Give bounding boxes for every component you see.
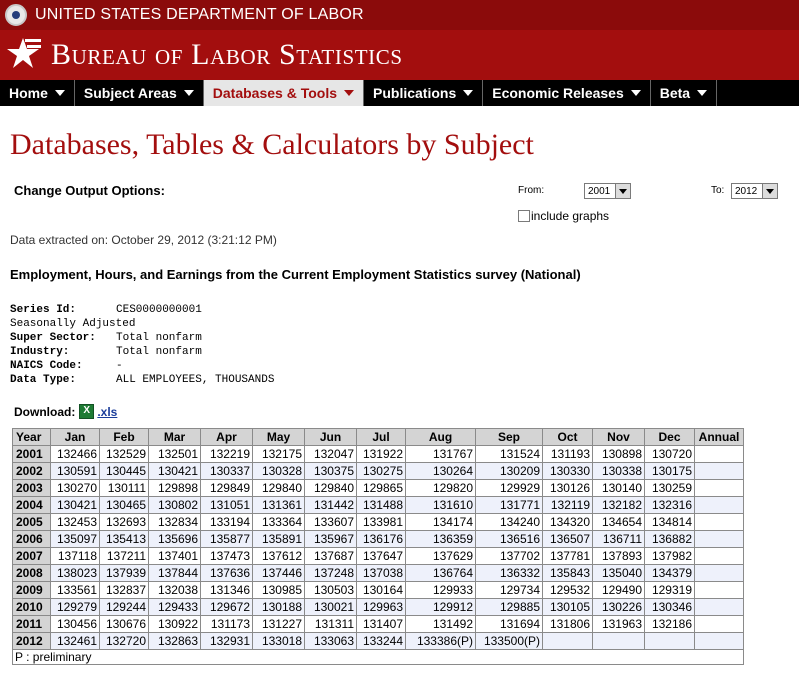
column-header-jun: Jun bbox=[305, 429, 357, 446]
table-cell: 130720 bbox=[645, 446, 695, 463]
table-cell: 135040 bbox=[593, 565, 645, 582]
table-cell bbox=[695, 514, 744, 531]
table-cell: 129490 bbox=[593, 582, 645, 599]
include-graphs-option bbox=[518, 209, 609, 223]
table-cell: 129319 bbox=[645, 582, 695, 599]
table-cell: 130456 bbox=[51, 616, 100, 633]
table-cell: 136176 bbox=[357, 531, 406, 548]
table-cell: 137982 bbox=[645, 548, 695, 565]
table-cell: 131488 bbox=[357, 497, 406, 514]
table-cell: 130209 bbox=[476, 463, 543, 480]
table-cell: 133018 bbox=[253, 633, 305, 650]
table-cell: 131407 bbox=[357, 616, 406, 633]
nav-databases-tools[interactable] bbox=[204, 80, 364, 106]
table-cell: 130898 bbox=[593, 446, 645, 463]
table-cell: 134814 bbox=[645, 514, 695, 531]
industry-label: Industry: bbox=[10, 346, 70, 358]
include-graphs-label: include graphs bbox=[531, 209, 610, 223]
table-cell: 132461 bbox=[51, 633, 100, 650]
column-header-jul: Jul bbox=[357, 429, 406, 446]
table-row bbox=[13, 582, 744, 599]
table-cell: 135891 bbox=[253, 531, 305, 548]
table-cell: 130328 bbox=[253, 463, 305, 480]
table-cell: 129865 bbox=[357, 480, 406, 497]
table-cell: 131492 bbox=[406, 616, 476, 633]
table-cell: 131193 bbox=[543, 446, 593, 463]
caret-down-icon bbox=[184, 90, 194, 96]
table-cell: 130421 bbox=[51, 497, 100, 514]
dol-header-bar bbox=[0, 0, 799, 30]
dol-seal-icon[interactable] bbox=[5, 4, 27, 26]
table-cell: 129849 bbox=[201, 480, 253, 497]
series-id-label: Series Id: bbox=[10, 304, 77, 316]
row-year: 2005 bbox=[13, 514, 51, 531]
table-cell: 130175 bbox=[645, 463, 695, 480]
table-cell: 137687 bbox=[305, 548, 357, 565]
table-cell: 130164 bbox=[357, 582, 406, 599]
table-cell: 131524 bbox=[476, 446, 543, 463]
column-header-sep: Sep bbox=[476, 429, 543, 446]
table-cell: 132119 bbox=[543, 497, 593, 514]
to-label: To: bbox=[711, 185, 725, 196]
table-cell: 129433 bbox=[149, 599, 201, 616]
table-cell: 131442 bbox=[305, 497, 357, 514]
table-cell: 132175 bbox=[253, 446, 305, 463]
table-cell: 131694 bbox=[476, 616, 543, 633]
table-cell: 130676 bbox=[100, 616, 149, 633]
table-cell: 130105 bbox=[543, 599, 593, 616]
table-cell: 129963 bbox=[357, 599, 406, 616]
column-header-feb: Feb bbox=[100, 429, 149, 446]
table-cell: 136332 bbox=[476, 565, 543, 582]
table-cell: 137893 bbox=[593, 548, 645, 565]
table-cell: 137248 bbox=[305, 565, 357, 582]
table-cell: 130802 bbox=[149, 497, 201, 514]
table-cell: 130465 bbox=[100, 497, 149, 514]
table-cell: 133386(P) bbox=[406, 633, 476, 650]
nav-publications-label: Publications bbox=[373, 85, 457, 101]
column-header-oct: Oct bbox=[543, 429, 593, 446]
table-cell: 134379 bbox=[645, 565, 695, 582]
table-cell: 129933 bbox=[406, 582, 476, 599]
column-header-nov: Nov bbox=[593, 429, 645, 446]
table-cell: 135967 bbox=[305, 531, 357, 548]
table-cell: 130188 bbox=[253, 599, 305, 616]
nav-subject-areas[interactable] bbox=[75, 80, 204, 106]
from-year-select[interactable] bbox=[584, 183, 631, 199]
table-cell: 133063 bbox=[305, 633, 357, 650]
table-cell: 131806 bbox=[543, 616, 593, 633]
nav-beta-label: Beta bbox=[659, 85, 691, 101]
table-cell bbox=[695, 548, 744, 565]
table-cell: 132837 bbox=[100, 582, 149, 599]
table-cell: 133607 bbox=[305, 514, 357, 531]
table-row bbox=[13, 463, 744, 480]
table-cell: 131610 bbox=[406, 497, 476, 514]
table-cell: 129279 bbox=[51, 599, 100, 616]
table-cell bbox=[695, 582, 744, 599]
table-cell: 130922 bbox=[149, 616, 201, 633]
table-cell: 137211 bbox=[100, 548, 149, 565]
table-cell: 129929 bbox=[476, 480, 543, 497]
table-row bbox=[13, 446, 744, 463]
table-cell: 137939 bbox=[100, 565, 149, 582]
naics-label: NAICS Code: bbox=[10, 360, 83, 372]
table-cell bbox=[593, 633, 645, 650]
table-cell: 135843 bbox=[543, 565, 593, 582]
table-cell: 130226 bbox=[593, 599, 645, 616]
excel-icon[interactable] bbox=[79, 404, 94, 419]
row-year: 2010 bbox=[13, 599, 51, 616]
nav-subject-areas-label: Subject Areas bbox=[83, 85, 177, 101]
table-cell: 136507 bbox=[543, 531, 593, 548]
table-cell: 129820 bbox=[406, 480, 476, 497]
table-cell: 132182 bbox=[593, 497, 645, 514]
seasonal-adjustment: Seasonally Adjusted bbox=[10, 318, 136, 330]
table-cell: 133244 bbox=[357, 633, 406, 650]
nav-economic-releases[interactable] bbox=[483, 80, 651, 106]
table-cell: 135413 bbox=[100, 531, 149, 548]
table-row bbox=[13, 599, 744, 616]
column-header-mar: Mar bbox=[149, 429, 201, 446]
table-cell: 132038 bbox=[149, 582, 201, 599]
table-cell: 136764 bbox=[406, 565, 476, 582]
row-year: 2004 bbox=[13, 497, 51, 514]
table-row bbox=[13, 616, 744, 633]
from-label: From: bbox=[518, 185, 545, 196]
department-name[interactable]: UNITED STATES DEPARTMENT OF LABOR bbox=[35, 6, 364, 23]
include-graphs-checkbox[interactable] bbox=[518, 210, 530, 222]
column-header-dec: Dec bbox=[645, 429, 695, 446]
table-cell: 132693 bbox=[100, 514, 149, 531]
table-cell: 129840 bbox=[253, 480, 305, 497]
table-cell: 130346 bbox=[645, 599, 695, 616]
nav-home[interactable] bbox=[0, 80, 75, 106]
table-cell: 132219 bbox=[201, 446, 253, 463]
row-year: 2008 bbox=[13, 565, 51, 582]
page-title: Databases, Tables & Calculators by Subject bbox=[10, 128, 534, 161]
table-cell: 130375 bbox=[305, 463, 357, 480]
table-cell bbox=[695, 633, 744, 650]
table-cell: 130503 bbox=[305, 582, 357, 599]
caret-down-icon bbox=[55, 90, 65, 96]
data-type-value: ALL EMPLOYEES, THOUSANDS bbox=[116, 374, 275, 386]
table-cell: 130111 bbox=[100, 480, 149, 497]
column-header-aug: Aug bbox=[406, 429, 476, 446]
table-cell: 134240 bbox=[476, 514, 543, 531]
from-year-value: 2001 bbox=[588, 185, 611, 197]
table-cell: 131051 bbox=[201, 497, 253, 514]
nav-beta[interactable] bbox=[651, 80, 717, 106]
table-cell: 129672 bbox=[201, 599, 253, 616]
table-cell: 132466 bbox=[51, 446, 100, 463]
data-type-label: Data Type: bbox=[10, 374, 77, 386]
table-cell: 132863 bbox=[149, 633, 201, 650]
table-cell: 131311 bbox=[305, 616, 357, 633]
table-cell: 133364 bbox=[253, 514, 305, 531]
table-row bbox=[13, 497, 744, 514]
footnote-row bbox=[13, 650, 744, 665]
table-cell: 131767 bbox=[406, 446, 476, 463]
column-header-jan: Jan bbox=[51, 429, 100, 446]
download-label: Download: bbox=[14, 404, 76, 419]
table-cell: 130259 bbox=[645, 480, 695, 497]
table-cell: 132186 bbox=[645, 616, 695, 633]
super-sector-label: Super Sector: bbox=[10, 332, 96, 344]
caret-down-icon bbox=[463, 90, 473, 96]
table-cell: 132720 bbox=[100, 633, 149, 650]
table-cell: 129244 bbox=[100, 599, 149, 616]
table-row bbox=[13, 514, 744, 531]
table-cell: 130275 bbox=[357, 463, 406, 480]
main-nav bbox=[0, 80, 799, 106]
output-options-label: Change Output Options: bbox=[14, 183, 165, 198]
table-cell: 136516 bbox=[476, 531, 543, 548]
table-cell: 138023 bbox=[51, 565, 100, 582]
table-cell: 130591 bbox=[51, 463, 100, 480]
row-year: 2009 bbox=[13, 582, 51, 599]
table-cell: 131173 bbox=[201, 616, 253, 633]
table-cell: 129532 bbox=[543, 582, 593, 599]
table-cell: 129734 bbox=[476, 582, 543, 599]
table-cell: 135097 bbox=[51, 531, 100, 548]
table-cell: 137118 bbox=[51, 548, 100, 565]
bureau-name[interactable]: Bureau of Labor Statistics bbox=[51, 38, 403, 71]
table-cell bbox=[695, 463, 744, 480]
table-cell: 132834 bbox=[149, 514, 201, 531]
table-cell: 133500(P) bbox=[476, 633, 543, 650]
to-year-value: 2012 bbox=[735, 185, 758, 197]
table-cell: 130270 bbox=[51, 480, 100, 497]
row-year: 2002 bbox=[13, 463, 51, 480]
table-row bbox=[13, 633, 744, 650]
table-cell: 130126 bbox=[543, 480, 593, 497]
row-year: 2012 bbox=[13, 633, 51, 650]
table-cell: 130264 bbox=[406, 463, 476, 480]
table-cell: 136359 bbox=[406, 531, 476, 548]
table-cell: 130337 bbox=[201, 463, 253, 480]
row-year: 2003 bbox=[13, 480, 51, 497]
table-cell: 137781 bbox=[543, 548, 593, 565]
data-table bbox=[12, 428, 744, 665]
series-metadata bbox=[10, 303, 274, 387]
table-cell bbox=[695, 480, 744, 497]
table-cell bbox=[695, 599, 744, 616]
xls-download-link[interactable]: .xls bbox=[97, 404, 118, 419]
table-cell: 130445 bbox=[100, 463, 149, 480]
caret-down-icon bbox=[344, 90, 354, 96]
table-cell: 129898 bbox=[149, 480, 201, 497]
dropdown-arrow-icon[interactable] bbox=[615, 184, 630, 198]
nav-economic-releases-label: Economic Releases bbox=[492, 85, 624, 101]
dropdown-arrow-icon[interactable] bbox=[762, 184, 777, 198]
table-cell bbox=[695, 616, 744, 633]
table-cell: 133981 bbox=[357, 514, 406, 531]
table-cell: 130021 bbox=[305, 599, 357, 616]
table-cell: 131771 bbox=[476, 497, 543, 514]
table-cell: 132931 bbox=[201, 633, 253, 650]
table-cell: 131963 bbox=[593, 616, 645, 633]
row-year: 2007 bbox=[13, 548, 51, 565]
table-cell: 132529 bbox=[100, 446, 149, 463]
table-cell bbox=[695, 565, 744, 582]
column-header-annual: Annual bbox=[695, 429, 744, 446]
table-row bbox=[13, 531, 744, 548]
table-cell: 134320 bbox=[543, 514, 593, 531]
series-id-value: CES0000000001 bbox=[116, 304, 202, 316]
table-cell: 132453 bbox=[51, 514, 100, 531]
table-cell: 137702 bbox=[476, 548, 543, 565]
table-cell: 131346 bbox=[201, 582, 253, 599]
table-cell: 137647 bbox=[357, 548, 406, 565]
nav-publications[interactable] bbox=[364, 80, 483, 106]
bls-logo-icon[interactable] bbox=[5, 35, 45, 75]
table-cell bbox=[543, 633, 593, 650]
table-cell: 131922 bbox=[357, 446, 406, 463]
caret-down-icon bbox=[697, 90, 707, 96]
bls-header-bar bbox=[0, 30, 799, 80]
caret-down-icon bbox=[631, 90, 641, 96]
table-cell: 133561 bbox=[51, 582, 100, 599]
table-cell: 137844 bbox=[149, 565, 201, 582]
table-cell: 130330 bbox=[543, 463, 593, 480]
table-cell: 130140 bbox=[593, 480, 645, 497]
table-cell: 137473 bbox=[201, 548, 253, 565]
table-cell: 135877 bbox=[201, 531, 253, 548]
column-header-year: Year bbox=[13, 429, 51, 446]
preliminary-footnote: P : preliminary bbox=[13, 650, 744, 665]
table-cell: 137612 bbox=[253, 548, 305, 565]
column-header-apr: Apr bbox=[201, 429, 253, 446]
table-cell: 137446 bbox=[253, 565, 305, 582]
row-year: 2006 bbox=[13, 531, 51, 548]
super-sector-value: Total nonfarm bbox=[116, 332, 202, 344]
table-cell: 132316 bbox=[645, 497, 695, 514]
row-year: 2001 bbox=[13, 446, 51, 463]
table-cell: 132501 bbox=[149, 446, 201, 463]
table-cell: 129840 bbox=[305, 480, 357, 497]
nav-databases-tools-label: Databases & Tools bbox=[212, 85, 337, 101]
table-cell bbox=[695, 531, 744, 548]
table-cell: 137636 bbox=[201, 565, 253, 582]
table-cell: 131361 bbox=[253, 497, 305, 514]
table-row bbox=[13, 548, 744, 565]
naics-value: - bbox=[116, 360, 123, 372]
row-year: 2011 bbox=[13, 616, 51, 633]
table-cell bbox=[645, 633, 695, 650]
table-cell bbox=[695, 446, 744, 463]
download-section bbox=[14, 404, 117, 419]
table-cell: 137038 bbox=[357, 565, 406, 582]
table-cell: 135696 bbox=[149, 531, 201, 548]
table-cell: 134654 bbox=[593, 514, 645, 531]
nav-home-label: Home bbox=[9, 85, 48, 101]
table-row bbox=[13, 480, 744, 497]
table-cell: 129885 bbox=[476, 599, 543, 616]
industry-value: Total nonfarm bbox=[116, 346, 202, 358]
table-header-row bbox=[13, 429, 744, 446]
table-cell: 129912 bbox=[406, 599, 476, 616]
survey-title: Employment, Hours, and Earnings from the Current Employment Statistics survey (National) bbox=[10, 267, 581, 282]
column-header-may: May bbox=[253, 429, 305, 446]
table-cell: 131227 bbox=[253, 616, 305, 633]
table-cell bbox=[695, 497, 744, 514]
table-cell: 134174 bbox=[406, 514, 476, 531]
table-cell: 137629 bbox=[406, 548, 476, 565]
table-cell: 130338 bbox=[593, 463, 645, 480]
table-cell: 130421 bbox=[149, 463, 201, 480]
table-cell: 133194 bbox=[201, 514, 253, 531]
extraction-timestamp: Data extracted on: October 29, 2012 (3:21:12 PM) bbox=[10, 233, 277, 247]
table-row bbox=[13, 565, 744, 582]
table-cell: 132047 bbox=[305, 446, 357, 463]
to-year-select[interactable] bbox=[731, 183, 778, 199]
table-cell: 136882 bbox=[645, 531, 695, 548]
table-cell: 136711 bbox=[593, 531, 645, 548]
table-cell: 137401 bbox=[149, 548, 201, 565]
table-cell: 130985 bbox=[253, 582, 305, 599]
